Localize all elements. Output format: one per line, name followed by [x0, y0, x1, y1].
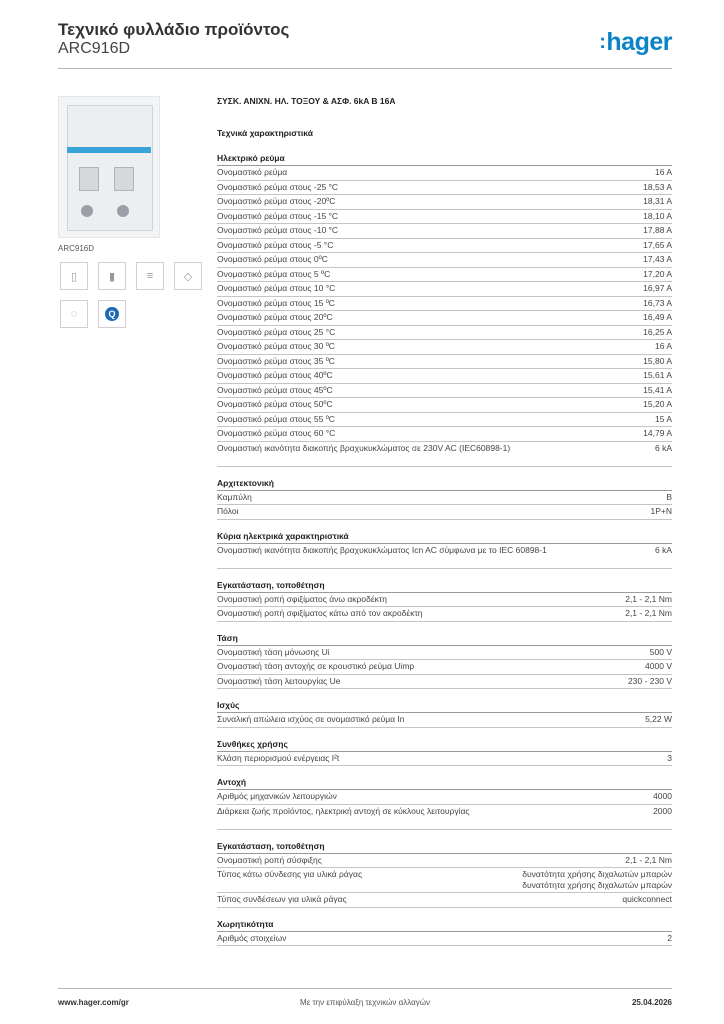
section-title: Αρχιτεκτονική	[217, 477, 672, 491]
terminal-screw	[81, 205, 93, 217]
product-name: ΣΥΣΚ. ΑΝΙΧΝ. ΗΛ. ΤΟΞΟΥ & ΑΣΦ. 6kA B 16A	[217, 96, 396, 106]
technical-heading: Τεχνικά χαρακτηριστικά	[217, 128, 313, 138]
spec-row	[217, 713, 672, 728]
spec-label: Ονομαστικό ρεύμα στους 60 °C	[217, 428, 336, 438]
spec-row	[217, 593, 672, 608]
spec-label: Τύπος κάτω σύνδεσης για υλικά ράγας	[217, 869, 363, 879]
spec-value: 6 kA	[654, 442, 672, 453]
spec-value: 18,10 A	[643, 210, 672, 221]
spec-row	[217, 311, 672, 326]
spec-label: Ονομαστικό ρεύμα στους 45ºC	[217, 384, 333, 395]
front-view-icon[interactable]: ▯	[60, 262, 88, 290]
angle-view-icon[interactable]: ◇	[174, 262, 202, 290]
section-title: Τάση	[217, 632, 672, 646]
3d-view-icon[interactable]: ◌	[60, 300, 88, 328]
spec-label: Συναλική απώλεια ισχύος σε ονομαστικό ρεύμα In	[217, 714, 405, 724]
spec-value: 16 A	[654, 167, 672, 177]
spec-row	[217, 675, 672, 690]
spec-value: 4000 V	[645, 661, 672, 671]
spec-row	[217, 413, 672, 428]
logo-text: hager	[606, 28, 672, 56]
spec-row	[217, 427, 672, 442]
spec-label: Ονομαστικό ρεύμα στους 50ºC	[217, 399, 333, 409]
spec-value: 16 A	[654, 341, 672, 351]
spec-label: Ονομαστικό ρεύμα στους -25 °C	[217, 181, 339, 192]
spec-row	[217, 442, 672, 467]
spec-value: 230 - 230 V	[628, 675, 672, 686]
spec-value: δυνατότητα χρήσης διχαλωτών μπαρών δυνατότητα χρήσης διχαλωτών μπαρών	[522, 869, 672, 890]
section-title: Ισχύς	[217, 699, 672, 713]
spec-value: 2000	[653, 805, 672, 816]
spec-row	[217, 854, 672, 869]
product-media-panel	[58, 96, 208, 320]
spec-label: Ονομαστικό ρεύμα στους 20ºC	[217, 312, 333, 322]
product-image[interactable]	[58, 96, 160, 238]
device-lever	[79, 167, 99, 191]
product-image-caption: ARC916D	[58, 244, 95, 253]
spec-value: quickconnect	[622, 894, 672, 904]
spec-value: 15,61 A	[643, 370, 672, 380]
spec-row	[217, 868, 672, 893]
spec-value: B	[666, 491, 672, 502]
spec-row	[217, 790, 672, 805]
spec-section	[217, 579, 672, 622]
spec-row	[217, 398, 672, 413]
spec-row	[217, 384, 672, 399]
spec-value: 3	[667, 752, 672, 763]
spec-label: Διάρκεια ζωής προϊόντος, ηλεκτρική αντοχή σε κύκλους λειτουργίας	[217, 805, 470, 816]
spec-label: Ονομαστικό ρεύμα στους 40ºC	[217, 370, 333, 380]
spec-value: 17,88 A	[643, 225, 672, 235]
spec-label: Αριθμός στοιχείων	[217, 932, 287, 943]
spec-row	[217, 369, 672, 384]
spec-value: 500 V	[649, 646, 672, 657]
quality-badge-icon[interactable]	[98, 300, 126, 328]
spec-row	[217, 607, 672, 622]
logo-dots: :	[599, 31, 606, 53]
spec-label: Ονομαστική ροπή σφιξίματος άνω ακροδέκτη	[217, 593, 387, 604]
device-lever	[114, 167, 134, 191]
spec-section	[217, 530, 672, 569]
document-date: 25.04.2026	[631, 998, 672, 1007]
spec-section	[217, 699, 672, 728]
spec-row	[217, 340, 672, 355]
spec-label: Ονομαστικό ρεύμα στους -20ºC	[217, 196, 336, 206]
spec-value: 17,65 A	[643, 239, 672, 250]
spec-row	[217, 239, 672, 254]
spec-value: 15,80 A	[643, 355, 672, 366]
spec-section	[217, 776, 672, 830]
spec-value: 2,1 - 2,1 Nm	[625, 593, 672, 604]
spec-label: Καμπύλη	[217, 491, 252, 502]
spec-label: Τύπος συνδέσεων για υλικά ράγας	[217, 894, 347, 904]
spec-row	[217, 752, 672, 767]
spec-row	[217, 932, 672, 947]
spec-row	[217, 355, 672, 370]
spec-value: 5,22 W	[645, 714, 672, 724]
side-view-icon[interactable]: ▮	[98, 262, 126, 290]
spec-section	[217, 152, 672, 467]
spec-sections	[217, 152, 672, 946]
spec-row	[217, 544, 672, 569]
spec-value: 17,20 A	[643, 268, 672, 279]
header-divider	[58, 68, 672, 69]
terminal-screw	[117, 205, 129, 217]
section-title: Χωρητικότητα	[217, 918, 672, 932]
specifications-panel	[217, 96, 672, 956]
spec-row	[217, 195, 672, 210]
hager-logo[interactable]	[599, 28, 672, 57]
spec-value: 18,53 A	[643, 181, 672, 192]
spec-row	[217, 805, 672, 830]
spec-value: 16,73 A	[643, 297, 672, 308]
spec-row	[217, 326, 672, 341]
spec-label: Ονομαστικό ρεύμα στους -15 °C	[217, 210, 339, 221]
spec-label: Ονομαστικό ρεύμα στους 5 ºC	[217, 268, 331, 279]
spec-section	[217, 632, 672, 690]
spec-label: Ονομαστικό ρεύμα στους 10 °C	[217, 283, 336, 293]
spec-value: 15,20 A	[643, 399, 672, 409]
spec-label: Ονομαστική ροπή σύσφιξης	[217, 854, 322, 865]
product-code: ARC916D	[58, 40, 131, 57]
spec-value: 16,49 A	[643, 312, 672, 322]
spec-label: Ονομαστική ροπή σφιξίματος κάτω από τον ακροδέκτη	[217, 608, 423, 618]
spec-row	[217, 646, 672, 661]
device-stripe	[67, 147, 151, 153]
website-link[interactable]: www.hager.com/gr	[58, 998, 129, 1007]
spec-value: 18,31 A	[643, 196, 672, 206]
section-title: Ηλεκτρικό ρεύμα	[217, 152, 672, 166]
spec-row	[217, 660, 672, 675]
spec-section	[217, 840, 672, 908]
spec-row	[217, 893, 672, 908]
spec-value: 16,97 A	[643, 283, 672, 293]
spec-value: 14,79 A	[643, 428, 672, 438]
disclaimer-note: Με την επιφύλαξη τεχνικών αλλαγών	[300, 998, 430, 1007]
spec-row	[217, 297, 672, 312]
spec-label: Ονομαστικό ρεύμα στους 55 ºC	[217, 413, 335, 424]
spec-row	[217, 268, 672, 283]
spec-label: Ονομαστική ικανότητα διακοπής βραχυκυκλώματος Icn AC σύμφωνα με το IEC 60898-1	[217, 544, 547, 555]
spec-label: Ονομαστική ικανότητα διακοπής βραχυκυκλώματος σε 230V AC (IEC60898-1)	[217, 442, 511, 453]
diagram-icon[interactable]: ≡	[136, 262, 164, 290]
spec-row	[217, 166, 672, 181]
spec-label: Ονομαστικό ρεύμα στους -5 °C	[217, 239, 334, 250]
spec-value: 15 A	[654, 413, 672, 424]
spec-value: 16,25 A	[643, 326, 672, 337]
spec-label: Ονομαστικό ρεύμα	[217, 167, 288, 177]
spec-row	[217, 181, 672, 196]
spec-section	[217, 738, 672, 767]
spec-section	[217, 477, 672, 520]
document-title: Τεχνικό φυλλάδιο προϊόντος	[58, 20, 290, 39]
spec-label: Κλάση περιορισμού ενέργειας I²t	[217, 752, 340, 763]
spec-value: 2,1 - 2,1 Nm	[625, 854, 672, 865]
spec-value: 1P+N	[650, 506, 672, 516]
section-title: Κύρια ηλεκτρικά χαρακτηριστικά	[217, 530, 672, 544]
spec-label: Αριθμός μηχανικών λειτουργιών	[217, 791, 337, 801]
section-title: Εγκατάσταση, τοποθέτηση	[217, 579, 672, 593]
spec-row	[217, 491, 672, 506]
spec-label: Ονομαστική τάση μόνωσης Ui	[217, 646, 330, 657]
spec-label: Πόλοι	[217, 506, 239, 516]
quality-badge-letter: Q	[105, 307, 119, 321]
spec-label: Ονομαστικό ρεύμα στους 30 ºC	[217, 341, 335, 351]
spec-label: Ονομαστική τάση αντοχής σε κρουστικό ρεύμα Uimp	[217, 661, 415, 671]
spec-value: 17,43 A	[643, 254, 672, 264]
spec-label: Ονομαστικό ρεύμα στους 15 ºC	[217, 297, 335, 308]
section-title: Αντοχή	[217, 776, 672, 790]
spec-value: 2	[667, 932, 672, 943]
spec-value: 6 kA	[654, 544, 672, 555]
spec-label: Ονομαστικό ρεύμα στους 25 °C	[217, 326, 336, 337]
spec-label: Ονομαστικό ρεύμα στους 35 ºC	[217, 355, 335, 366]
spec-label: Ονομαστικό ρεύμα στους 0ºC	[217, 254, 328, 264]
spec-section	[217, 918, 672, 947]
spec-label: Ονομαστικό ρεύμα στους -10 °C	[217, 225, 339, 235]
footer-divider	[58, 988, 672, 989]
section-title: Συνθήκες χρήσης	[217, 738, 672, 752]
spec-row	[217, 282, 672, 297]
spec-row	[217, 210, 672, 225]
page-header	[58, 20, 672, 70]
spec-value: 15,41 A	[643, 384, 672, 395]
spec-label: Ονομαστική τάση λειτουργίας Ue	[217, 675, 341, 686]
spec-value: 4000	[653, 791, 672, 801]
spec-row	[217, 505, 672, 520]
spec-row	[217, 224, 672, 239]
spec-value: 2,1 - 2,1 Nm	[625, 608, 672, 618]
spec-row	[217, 253, 672, 268]
section-title: Εγκατάσταση, τοποθέτηση	[217, 840, 672, 854]
